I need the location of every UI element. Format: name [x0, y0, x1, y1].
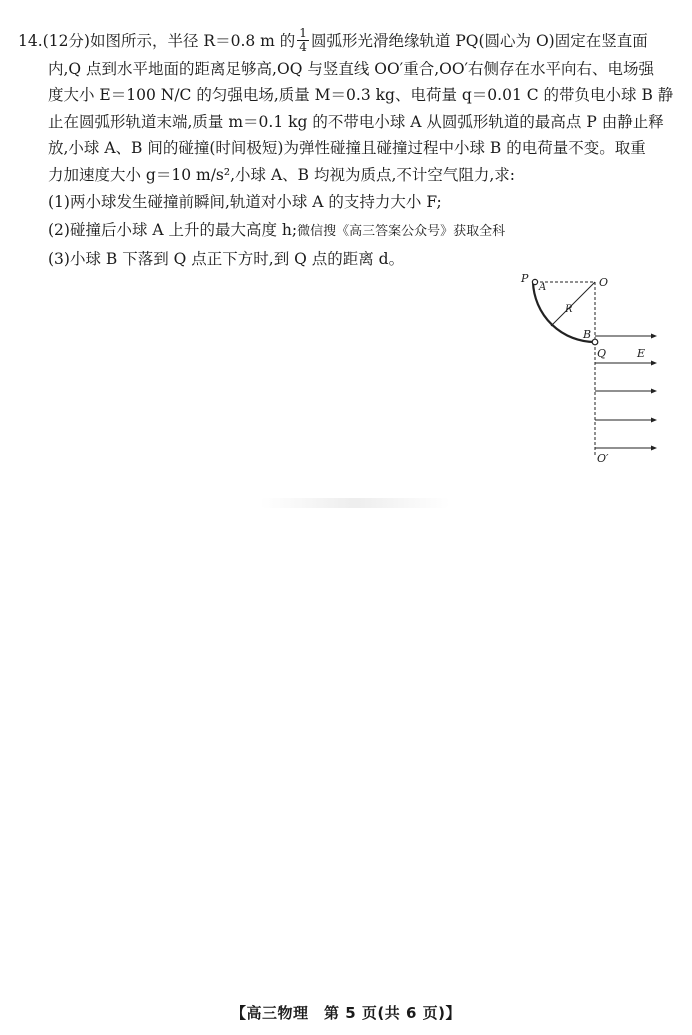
ball-A — [532, 279, 537, 284]
sub-question-1: (1)两小球发生碰撞前瞬间,轨道对小球 A 的支持力大小 F; — [48, 193, 442, 211]
stem-line-6: 力加速度大小 g＝10 m/s²,小球 A、B 均视为质点,不计空气阻力,求: — [48, 165, 516, 184]
faint-smudge — [260, 498, 450, 508]
stem-line-4: 止在圆弧形轨道末端,质量 m＝0.1 kg 的不带电小球 A 从圆弧形轨道的最高点 P 由静止释 — [48, 112, 664, 131]
stem-line-1 — [18, 25, 668, 56]
radius-line — [551, 282, 595, 326]
stem-text-1: 如图所示，半径 R＝0.8 m 的 — [89, 32, 296, 50]
label-P: P — [521, 272, 529, 285]
field-arrowhead-2 — [651, 361, 657, 366]
quarter-fraction — [297, 27, 309, 54]
label-A: A — [539, 282, 547, 293]
label-E: E — [637, 347, 646, 360]
sub-question-2-text: (2)碰撞后小球 A 上升的最大高度 h; — [48, 220, 298, 239]
problem-score: (12分) — [42, 32, 90, 50]
field-arrowhead-1 — [651, 334, 657, 339]
stem-line-2: 内,Q 点到水平地面的距离足够高,OQ 与竖直线 OO′重合,OO′右侧存在水平向右、电场强 — [48, 59, 655, 78]
fraction-numerator: 1 — [299, 25, 307, 40]
field-arrowhead-4 — [651, 418, 657, 423]
page-footer: 【高三物理 第 5 页(共 6 页)】 — [231, 1004, 461, 1022]
stem-text-2: 圆弧形光滑绝缘轨道 PQ(圆心为 O)固定在竖直面 — [310, 32, 648, 50]
problem-stem — [18, 25, 674, 188]
fraction-denominator: 4 — [299, 39, 307, 54]
problem-number: 14. — [18, 32, 43, 50]
sub-question-2 — [18, 217, 668, 246]
label-O-prime: O′ — [597, 452, 609, 465]
label-B: B — [583, 328, 592, 341]
stem-line-5: 放,小球 A、B 间的碰撞(时间极短)为弹性碰撞且碰撞过程中小球 B 的电荷量不变。取重 — [48, 139, 646, 157]
wechat-note: 微信搜《高三答案公众号》获取全科 — [297, 223, 506, 239]
label-O: O — [599, 276, 609, 289]
label-Q: Q — [597, 347, 607, 360]
problem-14 — [18, 25, 674, 273]
track-field-diagram — [515, 270, 665, 465]
stem-line-3: 度大小 E＝100 N/C 的匀强电场,质量 M＝0.3 kg、电荷量 q＝0.01 C 的带负电小球 B 静 — [48, 86, 674, 104]
ball-B — [592, 339, 598, 345]
label-R: R — [565, 304, 573, 315]
field-arrowhead-5 — [651, 446, 657, 451]
field-arrowhead-3 — [651, 389, 657, 394]
sub-question-3: (3)小球 B 下落到 Q 点正下方时,到 Q 点的距离 d。 — [48, 250, 405, 268]
